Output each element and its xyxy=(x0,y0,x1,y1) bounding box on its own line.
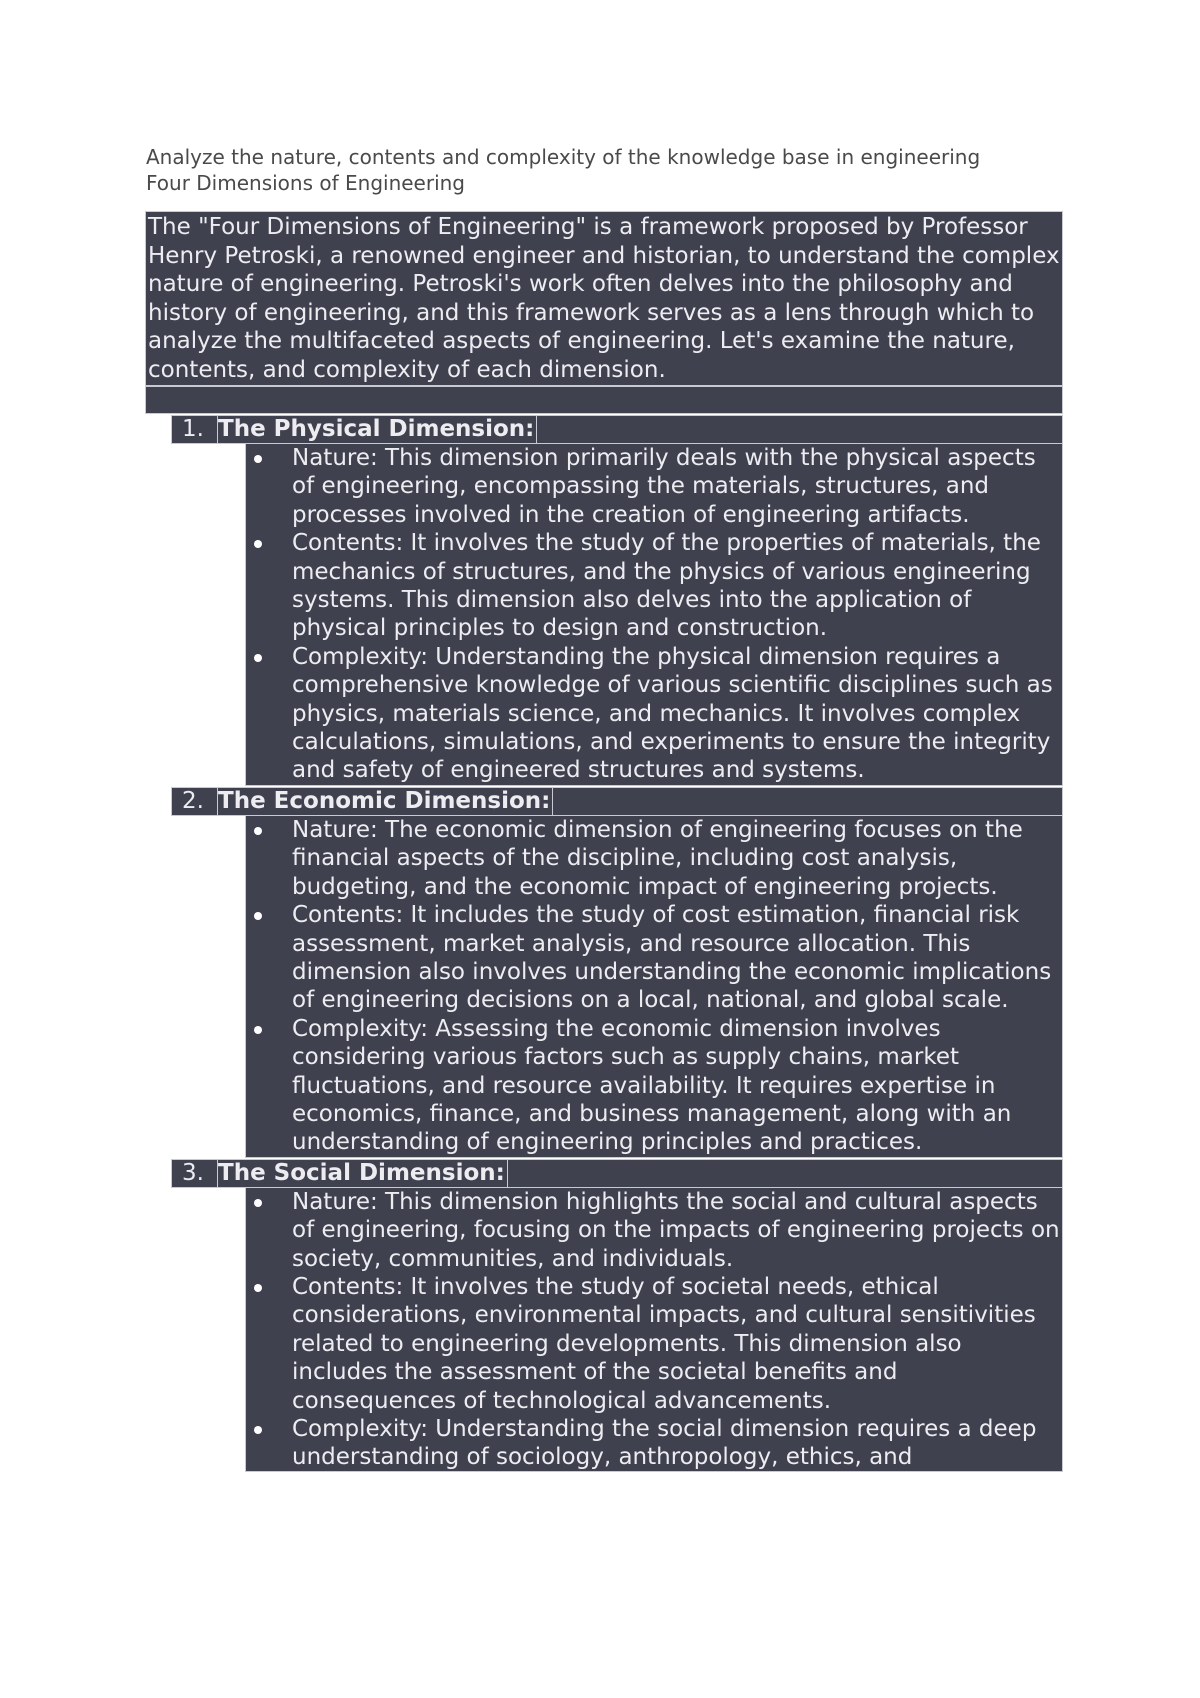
dimension-section-economic xyxy=(172,788,1062,1157)
dimension-section-physical xyxy=(172,416,1062,785)
list-item xyxy=(246,1188,1062,1273)
bullet-list xyxy=(246,444,1062,785)
bullet-icon xyxy=(254,1426,262,1434)
dimension-title: The Economic Dimension: xyxy=(218,787,551,814)
document-heading-line-2: Four Dimensions of Engineering xyxy=(146,171,466,195)
bullet-text: Nature: This dimension primarily deals with the physical aspects of engineering, encompassing the materials, structures, and processes involved in the creation of engineering artifacts. xyxy=(292,445,1036,528)
dimension-title-row xyxy=(172,416,1062,443)
bullet-icon xyxy=(254,827,262,835)
document-heading-line-1: Analyze the nature, contents and complexity of the knowledge base in engineering xyxy=(146,145,981,169)
list-item xyxy=(246,529,1062,643)
bullet-text: Complexity: Understanding the physical dimension requires a comprehensive knowledge of various scientific disciplines such as physics, materials science, and mechanics. It involves complex calculations, simulations, and experiments to ensure the integrity and safety of engineered structures and systems. xyxy=(292,643,1053,784)
list-item xyxy=(246,1273,1062,1415)
bullet-icon xyxy=(254,654,262,662)
bullet-list xyxy=(246,816,1062,1157)
bullet-text: Complexity: Assessing the economic dimension involves considering various factors such as supply chains, market fluctuations, and resource availability. It requires expertise in economics, finance, and business management, along with an understanding of engineering principles and practices. xyxy=(292,1015,1012,1156)
bullet-icon xyxy=(254,1199,262,1207)
bullet-icon xyxy=(254,912,262,920)
list-item xyxy=(246,444,1062,529)
bullet-text: Contents: It involves the study of the properties of materials, the mechanics of structures, and the physics of various engineering systems. This dimension also delves into the application of physical principles to design and construction. xyxy=(292,530,1041,642)
list-item xyxy=(246,643,1062,785)
list-number: 1. xyxy=(182,416,204,442)
bullet-text: Nature: This dimension highlights the social and cultural aspects of engineering, focusing on the impacts of engineering projects on society, communities, and individuals. xyxy=(292,1188,1060,1272)
bullet-text: Contents: It involves the study of societal needs, ethical considerations, environmental impacts, and cultural sensitivities related to engineering developments. This dimension also includes the assessment of the societal benefits and consequences of technological advancements. xyxy=(292,1273,1036,1414)
bullet-icon xyxy=(254,540,262,548)
dimension-title: The Social Dimension: xyxy=(218,1159,505,1186)
list-item xyxy=(246,1015,1062,1157)
bullet-icon xyxy=(254,1284,262,1292)
bullet-icon xyxy=(254,455,262,463)
dimension-title-row xyxy=(172,1160,1062,1187)
dimension-title: The Physical Dimension: xyxy=(218,416,535,442)
list-number: 2. xyxy=(182,787,204,814)
list-item xyxy=(246,901,1062,1015)
dimension-title-row xyxy=(172,788,1062,815)
list-item xyxy=(246,1415,1062,1471)
bullet-text: Nature: The economic dimension of engineering focuses on the financial aspects of the discipline, including cost analysis, budgeting, and the economic impact of engineering projects. xyxy=(292,816,1023,900)
empty-highlight-line xyxy=(146,387,1062,413)
bullet-text: Complexity: Understanding the social dimension requires a deep understanding of sociology, anthropology, ethics, and xyxy=(292,1416,1037,1471)
list-item xyxy=(246,816,1062,901)
intro-paragraph: The "Four Dimensions of Engineering" is a framework proposed by Professor Henry Petroski, a renowned engineer and historian, to understand the complex nature of engineering. Petroski's work often delves into the philosophy and history of engineering, and this framework serves as a lens through which to analyze the multifaceted aspects of engineering. Let's examine the nature, contents, and complexity of each dimension. xyxy=(146,212,1062,385)
list-number: 3. xyxy=(182,1159,204,1186)
bullet-list xyxy=(246,1188,1062,1471)
bullet-icon xyxy=(254,1026,262,1034)
dimension-section-social xyxy=(172,1160,1062,1471)
document-page xyxy=(146,144,1062,1471)
bullet-text: Contents: It includes the study of cost estimation, financial risk assessment, market analysis, and resource allocation. This dimension also involves understanding the economic implications of engineering decisions on a local, national, and global scale. xyxy=(292,902,1052,1014)
